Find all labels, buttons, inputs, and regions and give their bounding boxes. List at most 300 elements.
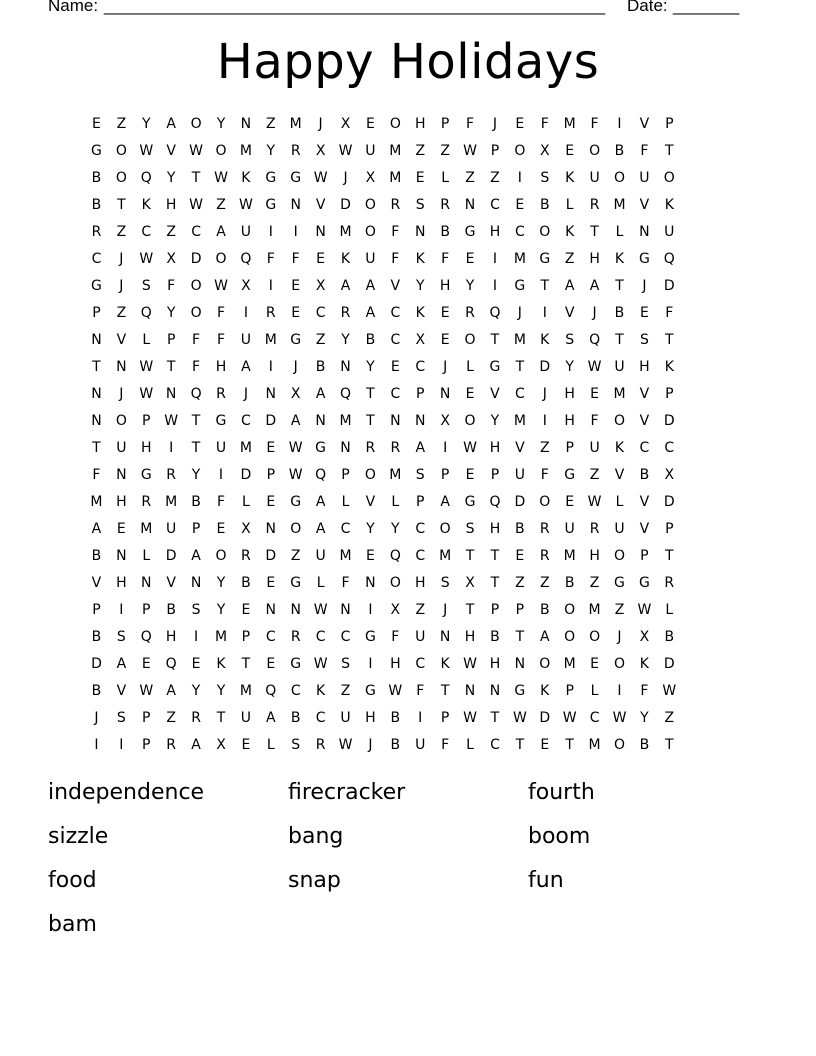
grid-letter: H — [215, 359, 227, 375]
grid-letter: N — [116, 467, 127, 483]
grid-row — [84, 492, 732, 519]
grid-letter: X — [465, 575, 475, 591]
grid-letter: L — [391, 494, 400, 510]
grid-letter: C — [589, 710, 600, 726]
grid-letter: G — [290, 170, 302, 186]
grid-letter: G — [364, 629, 376, 645]
grid-letter: W — [562, 710, 577, 726]
grid-letter: T — [665, 143, 674, 159]
grid-letter: E — [415, 170, 425, 186]
grid-letter: C — [265, 629, 276, 645]
grid-letter: W — [463, 710, 477, 726]
grid-row — [84, 627, 732, 654]
grid-letter: T — [515, 359, 525, 375]
grid-letter: N — [265, 386, 277, 402]
grid-letter: Y — [391, 521, 400, 537]
grid-letter: F — [590, 116, 599, 132]
grid-letter: W — [139, 251, 154, 267]
grid-letter: T — [540, 278, 550, 294]
grid-letter: R — [241, 548, 251, 564]
grid-letter: P — [565, 440, 574, 456]
grid-letter: V — [116, 683, 127, 699]
grid-letter: M — [389, 143, 402, 159]
grid-letter: U — [116, 440, 127, 456]
grid-letter: P — [142, 737, 151, 753]
grid-letter: P — [142, 710, 151, 726]
grid-row — [84, 735, 732, 762]
grid-letter: T — [191, 413, 201, 429]
grid-letter: C — [91, 251, 102, 267]
grid-letter: B — [365, 332, 376, 348]
grid-letter: M — [513, 413, 526, 429]
grid-letter: H — [439, 278, 451, 294]
grid-letter: V — [390, 278, 401, 294]
grid-letter: E — [266, 656, 276, 672]
grid-letter: X — [390, 602, 401, 618]
grid-letter: B — [91, 170, 102, 186]
grid-letter: D — [190, 251, 202, 267]
grid-letter: W — [189, 143, 203, 159]
grid-letter: I — [268, 359, 273, 375]
grid-letter: Y — [366, 359, 375, 375]
grid-letter: A — [216, 224, 226, 240]
grid-letter: A — [539, 629, 550, 645]
grid-row — [84, 708, 732, 735]
word-list-item: boom — [528, 824, 591, 849]
grid-letter: I — [194, 629, 199, 645]
grid-letter: X — [415, 332, 426, 348]
grid-letter: P — [665, 116, 674, 132]
grid-letter: S — [415, 467, 425, 483]
grid-letter: J — [119, 278, 124, 294]
grid-letter: D — [539, 710, 551, 726]
word-list-item: fourth — [528, 780, 595, 805]
grid-letter: M — [588, 602, 601, 618]
grid-letter: J — [119, 386, 124, 402]
grid-letter: W — [463, 440, 477, 456]
grid-letter: R — [216, 386, 226, 402]
grid-letter: O — [539, 656, 551, 672]
grid-letter: F — [192, 359, 201, 375]
grid-letter: M — [513, 332, 526, 348]
grid-letter: O — [564, 629, 576, 645]
grid-letter: R — [166, 737, 177, 753]
grid-letter: G — [514, 278, 526, 294]
grid-letter: L — [441, 170, 450, 186]
grid-letter: T — [615, 278, 624, 294]
grid-letter: N — [91, 386, 102, 402]
grid-letter: M — [165, 494, 178, 510]
grid-letter: M — [563, 548, 576, 564]
grid-letter: W — [587, 359, 602, 375]
grid-letter: Z — [166, 710, 176, 726]
grid-letter: Z — [315, 332, 326, 348]
grid-letter: M — [563, 116, 576, 132]
grid-letter: K — [639, 656, 649, 672]
grid-letter: I — [243, 305, 248, 321]
grid-letter: W — [139, 386, 154, 402]
grid-letter: N — [414, 413, 426, 429]
grid-letter: G — [364, 683, 376, 699]
grid-row — [84, 276, 732, 303]
grid-letter: P — [416, 386, 425, 402]
grid-letter: Y — [216, 116, 226, 132]
grid-letter: C — [390, 386, 401, 402]
grid-letter: C — [415, 548, 426, 564]
grid-letter: Z — [664, 710, 675, 726]
grid-letter: O — [613, 656, 625, 672]
grid-letter: A — [315, 386, 326, 402]
grid-letter: T — [216, 710, 226, 726]
grid-letter: Y — [415, 278, 425, 294]
grid-letter: K — [614, 251, 625, 267]
grid-letter: Z — [539, 575, 550, 591]
grid-letter: A — [266, 710, 276, 726]
grid-letter: X — [315, 143, 326, 159]
grid-letter: T — [117, 197, 126, 213]
word-search-grid — [84, 114, 732, 762]
grid-letter: Y — [366, 521, 375, 537]
grid-letter: N — [240, 116, 252, 132]
grid-letter: N — [414, 224, 426, 240]
grid-letter: E — [515, 548, 525, 564]
grid-letter: J — [318, 116, 323, 132]
grid-row — [84, 384, 732, 411]
grid-letter: T — [465, 548, 475, 564]
grid-letter: W — [164, 413, 179, 429]
grid-letter: O — [389, 116, 401, 132]
grid-letter: V — [639, 386, 650, 402]
grid-letter: Y — [166, 305, 176, 321]
grid-letter: O — [589, 143, 601, 159]
grid-letter: N — [464, 683, 476, 699]
word-list-item: food — [48, 868, 97, 893]
grid-letter: O — [115, 143, 127, 159]
grid-letter: M — [588, 737, 601, 753]
grid-letter: B — [290, 710, 301, 726]
grid-letter: X — [340, 116, 351, 132]
grid-letter: O — [464, 332, 476, 348]
grid-letter: Z — [116, 224, 127, 240]
grid-letter: J — [94, 710, 99, 726]
grid-letter: O — [115, 170, 127, 186]
grid-letter: P — [515, 602, 525, 618]
grid-letter: J — [617, 629, 622, 645]
grid-letter: V — [614, 467, 625, 483]
grid-letter: B — [539, 602, 550, 618]
grid-letter: B — [664, 629, 675, 645]
grid-row — [84, 114, 732, 141]
grid-letter: P — [665, 521, 674, 537]
grid-letter: N — [489, 683, 501, 699]
grid-letter: U — [664, 224, 675, 240]
grid-letter: M — [439, 548, 452, 564]
grid-letter: E — [141, 656, 151, 672]
grid-letter: W — [288, 467, 303, 483]
grid-letter: P — [565, 683, 574, 699]
grid-letter: M — [613, 386, 626, 402]
grid-letter: C — [664, 440, 675, 456]
grid-letter: G — [215, 413, 227, 429]
grid-letter: N — [365, 575, 376, 591]
grid-letter: R — [141, 494, 152, 510]
grid-letter: Y — [640, 710, 649, 726]
grid-letter: Q — [140, 629, 152, 645]
grid-letter: F — [391, 629, 400, 645]
grid-letter: C — [191, 224, 201, 240]
grid-letter: O — [663, 170, 675, 186]
grid-letter: L — [341, 494, 350, 510]
grid-letter: W — [189, 197, 203, 213]
grid-letter: D — [663, 656, 675, 672]
grid-row — [84, 249, 732, 276]
grid-letter: L — [142, 548, 151, 564]
grid-letter: J — [517, 305, 522, 321]
grid-letter: Z — [340, 683, 351, 699]
grid-letter: S — [191, 602, 201, 618]
grid-letter: O — [464, 413, 476, 429]
grid-letter: Q — [140, 305, 152, 321]
grid-letter: Z — [490, 170, 500, 186]
grid-letter: W — [637, 602, 652, 618]
header-line — [48, 0, 748, 20]
grid-letter: N — [91, 332, 102, 348]
grid-letter: F — [640, 683, 649, 699]
grid-letter: F — [540, 116, 549, 132]
grid-letter: L — [615, 494, 624, 510]
grid-letter: R — [440, 197, 450, 213]
grid-letter: Y — [191, 467, 201, 483]
grid-letter: N — [439, 629, 451, 645]
grid-letter: E — [440, 332, 450, 348]
grid-letter: J — [343, 170, 348, 186]
grid-letter: E — [365, 116, 375, 132]
grid-letter: C — [315, 629, 326, 645]
grid-letter: F — [341, 575, 350, 591]
grid-letter: R — [265, 305, 276, 321]
grid-letter: C — [241, 413, 251, 429]
grid-letter: U — [415, 629, 426, 645]
grid-letter: W — [139, 359, 154, 375]
grid-letter: R — [589, 197, 600, 213]
grid-letter: V — [166, 143, 176, 159]
grid-letter: O — [215, 251, 227, 267]
grid-letter: I — [617, 683, 622, 699]
grid-letter: G — [614, 575, 625, 591]
grid-letter: E — [92, 116, 101, 132]
grid-letter: T — [565, 737, 574, 753]
grid-letter: V — [116, 332, 127, 348]
grid-letter: C — [315, 710, 326, 726]
grid-letter: R — [315, 737, 326, 753]
grid-letter: N — [639, 224, 650, 240]
grid-letter: W — [463, 143, 477, 159]
grid-letter: M — [389, 170, 402, 186]
grid-letter: P — [490, 602, 500, 618]
grid-letter: F — [216, 494, 226, 510]
grid-letter: J — [443, 359, 448, 375]
grid-letter: M — [613, 197, 626, 213]
grid-letter: O — [439, 521, 451, 537]
grid-letter: O — [215, 143, 227, 159]
grid-letter: L — [466, 359, 474, 375]
grid-letter: R — [465, 305, 475, 321]
grid-letter: N — [315, 413, 326, 429]
grid-letter: P — [142, 602, 151, 618]
word-list — [48, 780, 768, 938]
grid-letter: B — [639, 467, 650, 483]
grid-letter: T — [665, 548, 674, 564]
grid-letter: B — [166, 602, 176, 618]
grid-letter: V — [490, 386, 500, 402]
grid-letter: H — [589, 251, 600, 267]
grid-letter: F — [266, 251, 275, 267]
grid-letter: O — [613, 737, 625, 753]
grid-letter: A — [91, 521, 102, 537]
grid-letter: T — [366, 386, 375, 402]
grid-letter: P — [490, 467, 500, 483]
grid-letter: M — [339, 224, 352, 240]
grid-letter: I — [517, 170, 522, 186]
grid-letter: H — [390, 656, 401, 672]
grid-letter: M — [563, 656, 576, 672]
grid-row — [84, 546, 732, 573]
grid-letter: B — [241, 575, 251, 591]
grid-letter: Z — [166, 224, 176, 240]
grid-letter: M — [214, 629, 228, 645]
word-list-item: firecracker — [288, 780, 406, 805]
grid-letter: H — [589, 548, 600, 564]
grid-letter: Y — [341, 332, 350, 348]
grid-letter: P — [416, 494, 425, 510]
grid-letter: C — [514, 386, 525, 402]
grid-letter: R — [340, 305, 351, 321]
grid-letter: H — [116, 494, 127, 510]
grid-letter: F — [391, 224, 400, 240]
grid-letter: I — [492, 278, 498, 294]
grid-letter: B — [515, 521, 525, 537]
grid-letter: D — [539, 359, 551, 375]
grid-letter: T — [191, 440, 201, 456]
name-blank: _____________________________________________________ — [104, 0, 606, 15]
grid-letter: P — [440, 116, 450, 132]
grid-letter: D — [663, 413, 675, 429]
grid-letter: U — [614, 359, 625, 375]
grid-letter: M — [513, 251, 526, 267]
grid-row — [84, 357, 732, 384]
grid-letter: R — [365, 440, 376, 456]
grid-letter: Z — [290, 548, 301, 564]
grid-letter: E — [390, 359, 400, 375]
grid-letter: K — [440, 656, 450, 672]
grid-letter: J — [592, 305, 597, 321]
grid-letter: W — [612, 710, 627, 726]
grid-letter: E — [440, 305, 450, 321]
grid-letter: I — [268, 224, 273, 240]
grid-letter: Z — [515, 575, 525, 591]
grid-letter: T — [92, 440, 101, 456]
grid-letter: T — [490, 575, 500, 591]
grid-letter: X — [241, 278, 251, 294]
grid-letter: N — [390, 413, 401, 429]
grid-letter: A — [116, 656, 127, 672]
grid-letter: N — [315, 224, 326, 240]
grid-row — [84, 438, 732, 465]
grid-row — [84, 465, 732, 492]
grid-letter: L — [241, 494, 250, 510]
grid-letter: Y — [141, 116, 151, 132]
grid-letter: M — [264, 332, 277, 348]
grid-letter: G — [290, 575, 302, 591]
grid-letter: H — [464, 629, 476, 645]
grid-letter: K — [540, 332, 550, 348]
grid-letter: E — [116, 521, 126, 537]
grid-letter: F — [441, 251, 450, 267]
grid-letter: W — [338, 737, 353, 753]
grid-letter: O — [190, 278, 202, 294]
grid-row — [84, 330, 732, 357]
grid-letter: C — [390, 332, 401, 348]
grid-letter: R — [589, 521, 600, 537]
grid-letter: K — [415, 305, 425, 321]
grid-letter: M — [239, 143, 252, 159]
grid-letter: H — [564, 413, 575, 429]
grid-letter: N — [439, 386, 451, 402]
grid-letter: P — [490, 143, 500, 159]
grid-letter: R — [290, 143, 301, 159]
grid-letter: T — [490, 332, 500, 348]
grid-letter: B — [564, 575, 575, 591]
grid-letter: P — [440, 467, 450, 483]
grid-letter: P — [266, 467, 276, 483]
grid-letter: H — [489, 224, 501, 240]
grid-letter: J — [642, 278, 647, 294]
grid-letter: H — [639, 359, 650, 375]
word-list-item: bang — [288, 824, 344, 849]
grid-letter: T — [665, 737, 674, 753]
grid-letter: Q — [265, 683, 277, 699]
grid-letter: K — [540, 683, 550, 699]
grid-letter: W — [214, 278, 228, 294]
grid-letter: F — [590, 413, 599, 429]
grid-letter: B — [91, 197, 102, 213]
grid-letter: H — [414, 575, 426, 591]
grid-letter: M — [389, 467, 402, 483]
grid-letter: K — [614, 440, 625, 456]
grid-letter: X — [664, 467, 675, 483]
grid-letter: K — [664, 359, 674, 375]
grid-letter: E — [365, 548, 375, 564]
grid-letter: V — [639, 494, 650, 510]
grid-letter: T — [92, 359, 101, 375]
grid-letter: A — [365, 278, 376, 294]
grid-letter: D — [91, 656, 102, 672]
grid-letter: E — [216, 521, 226, 537]
grid-letter: Z — [216, 197, 226, 213]
grid-letter: P — [92, 305, 101, 321]
grid-letter: K — [241, 170, 251, 186]
grid-letter: T — [665, 332, 674, 348]
grid-letter: T — [490, 710, 500, 726]
grid-row — [84, 303, 732, 330]
grid-letter: I — [492, 251, 498, 267]
grid-letter: C — [340, 629, 351, 645]
grid-letter: N — [290, 197, 301, 213]
grid-letter: U — [589, 170, 600, 186]
grid-letter: B — [539, 197, 550, 213]
grid-letter: A — [191, 737, 201, 753]
grid-letter: Y — [216, 602, 226, 618]
